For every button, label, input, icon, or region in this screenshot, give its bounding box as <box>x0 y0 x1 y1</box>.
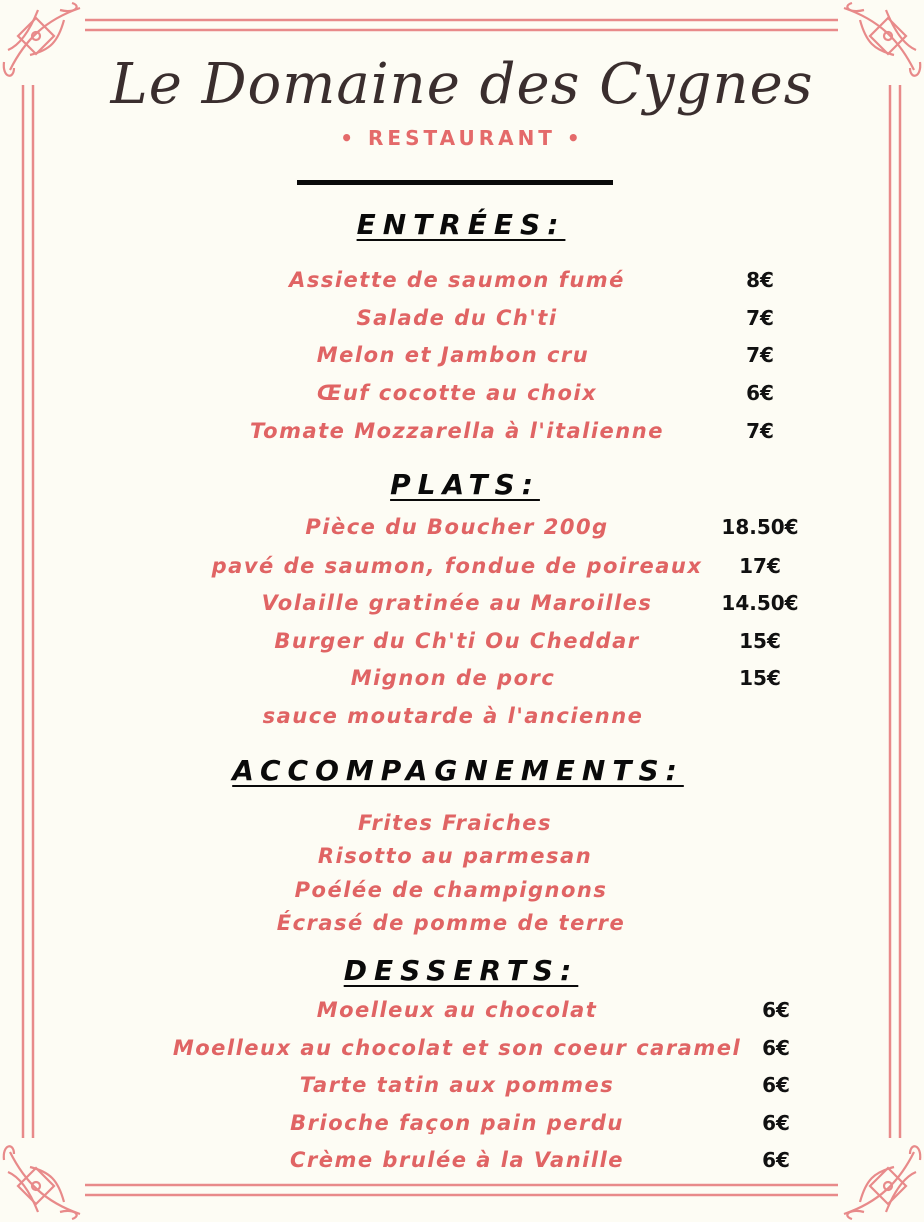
menu-item-name: Écrasé de pomme de terre <box>276 911 626 935</box>
menu-item-name: Mignon de porc <box>350 666 556 690</box>
menu-item-name: Volaille gratinée au Maroilles <box>261 591 653 615</box>
menu-item-price: 6€ <box>762 1036 790 1060</box>
menu-item-note: sauce moutarde à l'ancienne <box>262 704 644 728</box>
menu-item-price: 7€ <box>746 419 774 443</box>
menu-item-name: Tomate Mozzarella à l'italienne <box>250 419 664 443</box>
menu-item-name: Risotto au parmesan <box>317 844 593 868</box>
menu-item-price: 6€ <box>762 1148 790 1172</box>
menu-item-name: Œuf cocotte au choix <box>316 381 598 405</box>
menu-item-price: 14.50€ <box>721 591 799 615</box>
menu-item-price: 6€ <box>762 998 790 1022</box>
menu-item-price: 7€ <box>746 306 774 330</box>
menu-item-price: 18.50€ <box>721 515 799 539</box>
menu-item-name: Pièce du Boucher 200g <box>305 515 609 539</box>
menu-item-name: Tarte tatin aux pommes <box>299 1073 615 1097</box>
menu-item-price: 7€ <box>746 343 774 367</box>
menu-item-price: 15€ <box>739 629 781 653</box>
menu-item-name: Frites Fraiches <box>357 811 553 835</box>
menu-item-name: pavé de saumon, fondue de poireaux <box>211 554 703 578</box>
menu-item-name: Moelleux au chocolat <box>316 998 598 1022</box>
menu-item-price: 6€ <box>762 1073 790 1097</box>
menu-item-name: Moelleux au chocolat et son coeur caramel <box>172 1036 742 1060</box>
menu-item-price: 6€ <box>746 381 774 405</box>
menu-item-name: Salade du Ch'ti <box>356 306 558 330</box>
section-heading-desserts: DESSERTS: <box>343 954 579 987</box>
section-heading-entrees: ENTRÉES: <box>356 208 566 241</box>
section-heading-plats: PLATS: <box>390 468 540 501</box>
menu-item-name: Melon et Jambon cru <box>316 343 590 367</box>
menu-item-name: Crème brulée à la Vanille <box>289 1148 625 1172</box>
menu-item-name: Poélée de champignons <box>294 878 608 902</box>
menu-item-name: Brioche façon pain perdu <box>290 1111 624 1135</box>
menu-item-price: 8€ <box>746 268 774 292</box>
restaurant-subtitle: • RESTAURANT • <box>340 126 584 150</box>
section-heading-accompagnements: ACCOMPAGNEMENTS: <box>232 754 684 787</box>
menu-item-price: 15€ <box>739 666 781 690</box>
menu-item-price: 17€ <box>739 554 781 578</box>
menu-item-name: Burger du Ch'ti Ou Cheddar <box>274 629 640 653</box>
title-divider <box>297 180 613 185</box>
menu-item-name: Assiette de saumon fumé <box>289 268 625 292</box>
menu-item-price: 6€ <box>762 1111 790 1135</box>
restaurant-name: Le Domaine des Cygnes <box>110 52 814 117</box>
